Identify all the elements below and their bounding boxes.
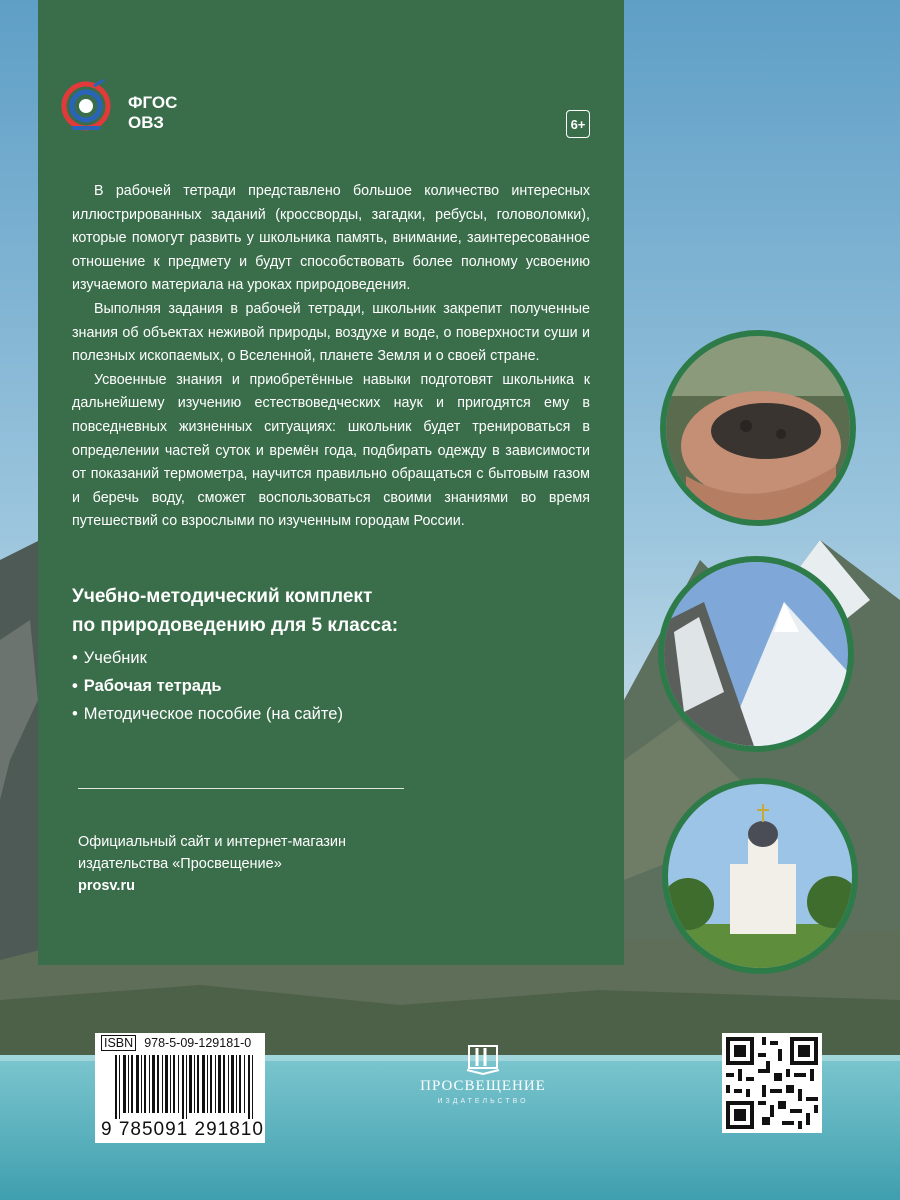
photo-church (662, 778, 858, 974)
photo-snowy-mountains (658, 556, 854, 752)
publisher-emblem-icon (465, 1042, 501, 1076)
kit-item-manual: • Методическое пособие (на сайте) (72, 700, 343, 728)
barcode-digits: 9 785091 291810 (101, 1119, 264, 1140)
description-text (72, 180, 590, 534)
description-paragraph: Усвоенные знания и приобретённые навыки подготовят школьника к дальнейшему изучению естествоведческих наук и пригодятся ему в повседневных жизненных ситуациях: школьник будет тренироваться в определении частей суток и времён года, подбирать одежду в зависимости от показаний термометра, научится правильно обращаться с бытовым газом и беречь воду, сможет воспользоваться своими знаниями во время путешествий со взрослыми по изученным городам России. (72, 371, 590, 530)
hands-soil-image (666, 336, 850, 520)
site-line-1: Официальный сайт и интернет-магазин (78, 834, 346, 850)
divider (78, 788, 404, 789)
isbn-label: ISBN (101, 1035, 136, 1051)
logo-line-1: ФГОС (128, 93, 178, 112)
publisher-logo (393, 1040, 573, 1140)
logo-line-2: ОВЗ (128, 113, 164, 132)
publisher-subtitle: ИЗДАТЕЛЬСТВО (437, 1098, 529, 1105)
barcode-bars (115, 1055, 255, 1119)
kit-title-line-2: по природоведению для 5 класса: (72, 615, 399, 636)
description-paragraph: В рабочей тетради представлено большое количество интересных иллюстрированных заданий (кроссворды, загадки, ребусы, головоломки), которые помогут развить у школьника память, внимание, заинтересованное отношение к предмету и будут способствовать более полному усвоению изучаемого материала на уроках природоведения. (72, 183, 590, 294)
fgos-logo-icon (58, 78, 128, 138)
snowy-mountains-image (664, 562, 848, 746)
description-paragraph: Выполняя задания в рабочей тетради, школьник закрепит полученные знания об объектах неживой природы, воздухе и воде, о поверхности суши и полезных ископаемых, о Вселенной, планете Земля и о своей стране. (72, 300, 590, 365)
kit-list (72, 644, 343, 728)
photo-hands-soil (660, 330, 856, 526)
isbn-barcode (95, 1033, 265, 1143)
qr-code-icon (722, 1033, 822, 1133)
isbn-number: 978-5-09-129181-0 (144, 1036, 252, 1050)
kit-item-workbook: • Рабочая тетрадь (72, 672, 343, 700)
fgos-logo-text (128, 93, 177, 133)
site-url[interactable]: prosv.ru (78, 878, 135, 894)
isbn-line (101, 1036, 251, 1050)
publisher-site-info (78, 831, 346, 897)
site-line-2: издательства «Просвещение» (78, 856, 282, 872)
qr-code[interactable] (722, 1033, 822, 1133)
kit-title-line-1: Учебно-методический комплект (72, 586, 373, 607)
publisher-name: ПРОСВЕЩЕНИЕ (420, 1078, 546, 1094)
kit-item-textbook: • Учебник (72, 644, 343, 672)
age-rating-badge: 6+ (566, 110, 590, 138)
kit-title (72, 582, 592, 640)
church-image (668, 784, 852, 968)
